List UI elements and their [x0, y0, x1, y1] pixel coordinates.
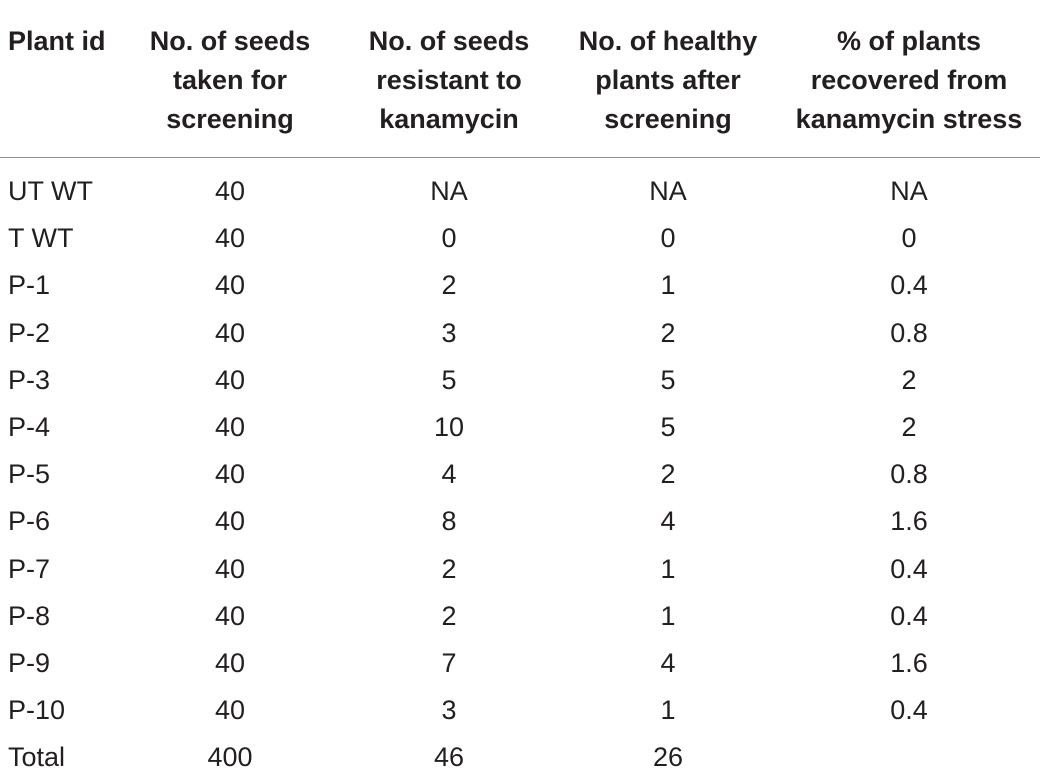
cell-plant-id: P-7: [0, 546, 120, 593]
table-row: [0, 734, 1040, 781]
header-line: No. of seeds: [120, 22, 340, 61]
header-line: No. of seeds: [340, 22, 558, 61]
cell-plant-id: P-6: [0, 498, 120, 545]
cell-seeds-resistant: 5: [340, 357, 558, 404]
table-body: [0, 158, 1040, 781]
cell-percent-recovered: 0.4: [778, 687, 1040, 734]
table-row: [0, 215, 1040, 262]
cell-seeds-taken: 40: [120, 404, 340, 451]
cell-seeds-resistant: 46: [340, 734, 558, 781]
table-row: [0, 546, 1040, 593]
cell-seeds-resistant: 2: [340, 546, 558, 593]
cell-plant-id: T WT: [0, 215, 120, 262]
cell-percent-recovered: 0.8: [778, 451, 1040, 498]
cell-seeds-taken: 40: [120, 357, 340, 404]
cell-percent-recovered: 0.4: [778, 593, 1040, 640]
table-row: [0, 310, 1040, 357]
cell-seeds-taken: 40: [120, 215, 340, 262]
cell-seeds-taken: 40: [120, 687, 340, 734]
cell-healthy-plants: 1: [558, 262, 778, 309]
cell-seeds-resistant: 8: [340, 498, 558, 545]
header-line: resistant to: [340, 61, 558, 100]
header-line: screening: [558, 100, 778, 139]
table-row: [0, 404, 1040, 451]
header-healthy-plants: [558, 0, 778, 158]
cell-plant-id: P-5: [0, 451, 120, 498]
cell-healthy-plants: 0: [558, 215, 778, 262]
header-seeds-resistant: [340, 0, 558, 158]
header-line: Plant id: [8, 22, 120, 61]
cell-healthy-plants: NA: [558, 158, 778, 216]
table-row: [0, 451, 1040, 498]
cell-plant-id: P-10: [0, 687, 120, 734]
cell-healthy-plants: 2: [558, 310, 778, 357]
cell-seeds-taken: 40: [120, 640, 340, 687]
table-row: [0, 262, 1040, 309]
cell-percent-recovered: 0.4: [778, 262, 1040, 309]
cell-seeds-resistant: 2: [340, 593, 558, 640]
cell-healthy-plants: 4: [558, 640, 778, 687]
header-line: taken for: [120, 61, 340, 100]
cell-seeds-resistant: 0: [340, 215, 558, 262]
header-percent-recovered: [778, 0, 1040, 158]
cell-seeds-taken: 40: [120, 498, 340, 545]
cell-seeds-taken: 40: [120, 158, 340, 216]
header-line: plants after: [558, 61, 778, 100]
cell-plant-id: P-8: [0, 593, 120, 640]
cell-healthy-plants: 1: [558, 546, 778, 593]
cell-percent-recovered: 2: [778, 357, 1040, 404]
cell-seeds-taken: 40: [120, 310, 340, 357]
cell-seeds-resistant: 3: [340, 687, 558, 734]
cell-seeds-resistant: 10: [340, 404, 558, 451]
cell-seeds-taken: 40: [120, 546, 340, 593]
table-row: [0, 593, 1040, 640]
cell-percent-recovered: 0.4: [778, 546, 1040, 593]
cell-healthy-plants: 5: [558, 357, 778, 404]
cell-healthy-plants: 4: [558, 498, 778, 545]
header-line: recovered from: [778, 61, 1040, 100]
cell-percent-recovered: [778, 734, 1040, 781]
cell-plant-id: Total: [0, 734, 120, 781]
cell-seeds-taken: 40: [120, 262, 340, 309]
header-row: [0, 0, 1040, 158]
header-line: screening: [120, 100, 340, 139]
header-line: % of plants: [778, 22, 1040, 61]
cell-seeds-taken: 40: [120, 451, 340, 498]
cell-percent-recovered: 0.8: [778, 310, 1040, 357]
header-seeds-taken: [120, 0, 340, 158]
cell-seeds-resistant: 7: [340, 640, 558, 687]
cell-percent-recovered: 2: [778, 404, 1040, 451]
cell-seeds-resistant: 2: [340, 262, 558, 309]
cell-plant-id: P-3: [0, 357, 120, 404]
cell-plant-id: UT WT: [0, 158, 120, 216]
cell-healthy-plants: 26: [558, 734, 778, 781]
cell-seeds-taken: 40: [120, 593, 340, 640]
cell-plant-id: P-2: [0, 310, 120, 357]
cell-plant-id: P-1: [0, 262, 120, 309]
header-plant-id: [0, 0, 120, 158]
table-row: [0, 498, 1040, 545]
cell-percent-recovered: 0: [778, 215, 1040, 262]
cell-healthy-plants: 2: [558, 451, 778, 498]
table-row: [0, 158, 1040, 216]
header-line: No. of healthy: [558, 22, 778, 61]
cell-plant-id: P-4: [0, 404, 120, 451]
header-line: kanamycin stress: [778, 100, 1040, 139]
table-row: [0, 640, 1040, 687]
header-line: kanamycin: [340, 100, 558, 139]
cell-seeds-resistant: 4: [340, 451, 558, 498]
cell-seeds-resistant: NA: [340, 158, 558, 216]
cell-seeds-taken: 400: [120, 734, 340, 781]
cell-percent-recovered: 1.6: [778, 640, 1040, 687]
cell-healthy-plants: 5: [558, 404, 778, 451]
cell-seeds-resistant: 3: [340, 310, 558, 357]
cell-healthy-plants: 1: [558, 687, 778, 734]
cell-percent-recovered: NA: [778, 158, 1040, 216]
table-row: [0, 357, 1040, 404]
cell-healthy-plants: 1: [558, 593, 778, 640]
cell-percent-recovered: 1.6: [778, 498, 1040, 545]
table-row: [0, 687, 1040, 734]
cell-plant-id: P-9: [0, 640, 120, 687]
table-header: [0, 0, 1040, 158]
